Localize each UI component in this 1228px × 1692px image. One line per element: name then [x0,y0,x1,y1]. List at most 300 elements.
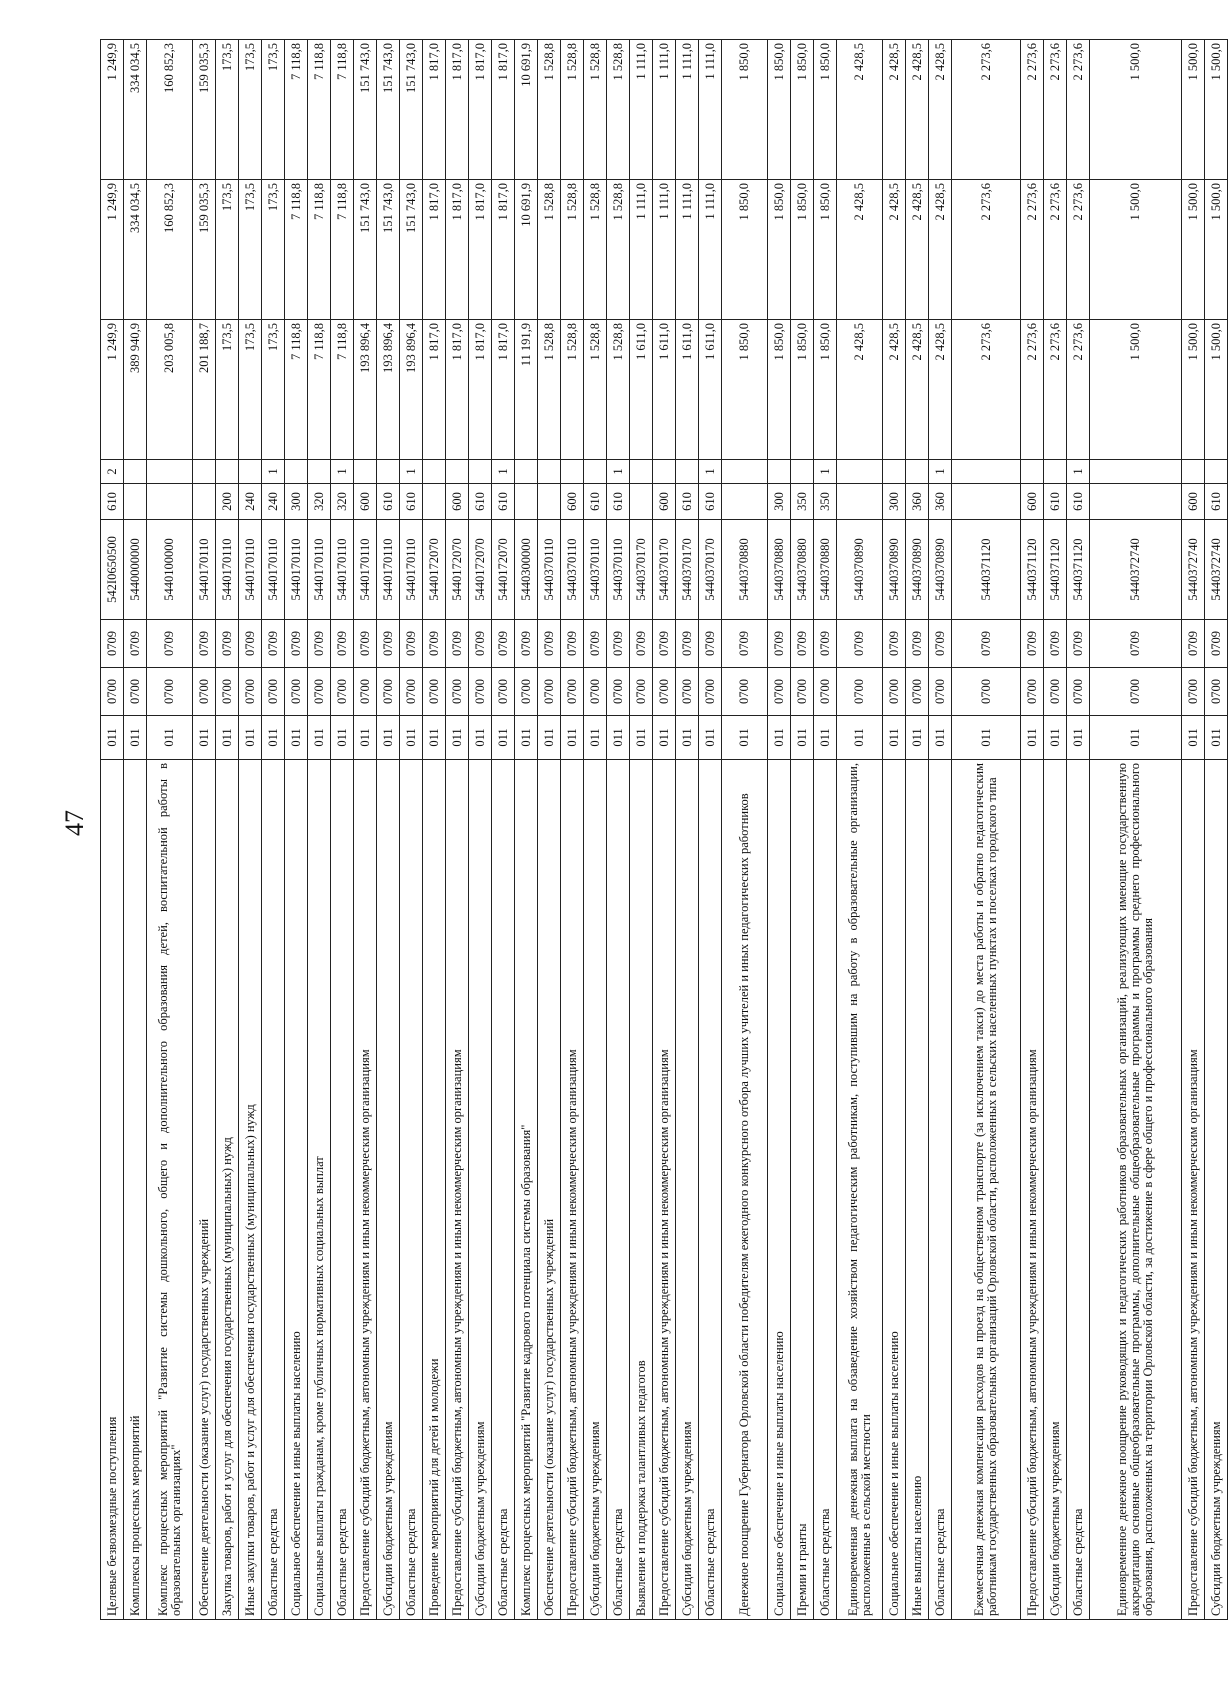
row-name: Областные средства [814,760,837,1620]
subsection-code: 0709 [124,620,147,668]
amount-year-3: 2 428,5 [837,40,883,180]
funding-source-code [1182,460,1205,484]
row-name: Обеспечение деятельности (оказание услуг) государственных учреждений [538,760,561,1620]
amount-year-3: 1 500,0 [1090,40,1182,180]
funding-source-code [354,460,377,484]
row-name: Областные средства [699,760,722,1620]
funding-source-code: 1 [331,460,354,484]
amount-year-2: 173,5 [216,180,239,320]
amount-year-2: 1 111,0 [653,180,676,320]
amount-year-1: 173,5 [216,320,239,460]
subsection-code: 0709 [699,620,722,668]
amount-year-1: 203 005,8 [147,320,193,460]
table-row [791,40,814,1620]
funding-source-code [216,460,239,484]
amount-year-1: 1 528,8 [538,320,561,460]
table-row [331,40,354,1620]
budget-table [100,39,1228,1620]
section-code: 0700 [1205,668,1228,716]
section-code: 0700 [607,668,630,716]
row-name: Субсидии бюджетным учреждениям [469,760,492,1620]
amount-year-2: 151 743,0 [400,180,423,320]
table-row [607,40,630,1620]
target-article-code: 5440370170 [630,520,653,620]
expense-type-code: 610 [607,484,630,520]
amount-year-1: 1 528,8 [607,320,630,460]
amount-year-3: 1 850,0 [791,40,814,180]
amount-year-3: 1 528,8 [607,40,630,180]
amount-year-2: 1 528,8 [538,180,561,320]
amount-year-3: 1 111,0 [653,40,676,180]
expense-type-code: 610 [1067,484,1090,520]
target-article-code: 5440371120 [1044,520,1067,620]
amount-year-2: 2 428,5 [837,180,883,320]
ministry-code: 011 [1021,716,1044,760]
expense-type-code [193,484,216,520]
amount-year-1: 7 118,8 [285,320,308,460]
amount-year-1: 7 118,8 [331,320,354,460]
subsection-code: 0709 [791,620,814,668]
amount-year-2: 1 111,0 [699,180,722,320]
subsection-code: 0709 [423,620,446,668]
expense-type-code: 300 [285,484,308,520]
amount-year-2: 7 118,8 [285,180,308,320]
section-code: 0700 [538,668,561,716]
amount-year-1: 1 850,0 [791,320,814,460]
amount-year-3: 1 528,8 [538,40,561,180]
target-article-code: 5440172070 [446,520,469,620]
ministry-code: 011 [791,716,814,760]
amount-year-1: 1 500,0 [1090,320,1182,460]
subsection-code: 0709 [538,620,561,668]
section-code: 0700 [101,668,124,716]
target-article-code: 5440370110 [561,520,584,620]
amount-year-3: 2 428,5 [906,40,929,180]
section-code: 0700 [446,668,469,716]
subsection-code: 0709 [607,620,630,668]
ministry-code: 011 [101,716,124,760]
amount-year-2: 1 850,0 [814,180,837,320]
target-article-code: 5440370890 [837,520,883,620]
amount-year-2: 151 743,0 [377,180,400,320]
amount-year-3: 173,5 [262,40,285,180]
target-article-code: 5440170110 [193,520,216,620]
amount-year-1: 1 528,8 [584,320,607,460]
amount-year-3: 7 118,8 [308,40,331,180]
table-row [285,40,308,1620]
amount-year-2: 1 500,0 [1182,180,1205,320]
ministry-code: 011 [837,716,883,760]
table-row [354,40,377,1620]
amount-year-1: 389 940,9 [124,320,147,460]
expense-type-code: 320 [308,484,331,520]
expense-type-code: 610 [584,484,607,520]
amount-year-1: 1 611,0 [699,320,722,460]
funding-source-code [308,460,331,484]
expense-type-code: 240 [239,484,262,520]
target-article-code: 5440170110 [262,520,285,620]
expense-type-code: 600 [354,484,377,520]
section-code: 0700 [699,668,722,716]
amount-year-1: 193 896,4 [400,320,423,460]
amount-year-2: 1 850,0 [791,180,814,320]
row-name: Субсидии бюджетным учреждениям [1205,760,1228,1620]
amount-year-2: 1 528,8 [584,180,607,320]
row-name: Субсидии бюджетным учреждениям [377,760,400,1620]
funding-source-code: 1 [699,460,722,484]
ministry-code: 011 [193,716,216,760]
table-row [1182,40,1205,1620]
subsection-code: 0709 [308,620,331,668]
subsection-code: 0709 [1067,620,1090,668]
table-row [699,40,722,1620]
row-name: Предоставление субсидий бюджетным, автономным учреждениям и иным некоммерческим организациям [653,760,676,1620]
expense-type-code [147,484,193,520]
amount-year-1: 193 896,4 [354,320,377,460]
ministry-code: 011 [952,716,1021,760]
row-name: Предоставление субсидий бюджетным, автономным учреждениям и иным некоммерческим организациям [354,760,377,1620]
section-code: 0700 [814,668,837,716]
funding-source-code [768,460,791,484]
ministry-code: 011 [262,716,285,760]
target-article-code: 5440100000 [147,520,193,620]
target-article-code: 5440370880 [791,520,814,620]
amount-year-2: 2 428,5 [929,180,952,320]
amount-year-1: 7 118,8 [308,320,331,460]
amount-year-2: 151 743,0 [354,180,377,320]
amount-year-2: 1 817,0 [446,180,469,320]
funding-source-code [1021,460,1044,484]
amount-year-3: 334 034,5 [124,40,147,180]
funding-source-code [630,460,653,484]
amount-year-3: 151 743,0 [354,40,377,180]
amount-year-2: 1 111,0 [630,180,653,320]
table-row [676,40,699,1620]
amount-year-3: 151 743,0 [400,40,423,180]
row-name: Областные средства [331,760,354,1620]
table-row [216,40,239,1620]
target-article-code: 5440172070 [469,520,492,620]
amount-year-1: 1 611,0 [653,320,676,460]
ministry-code: 011 [423,716,446,760]
expense-type-code: 610 [699,484,722,520]
subsection-code: 0709 [906,620,929,668]
subsection-code: 0709 [193,620,216,668]
table-row [492,40,515,1620]
expense-type-code [630,484,653,520]
subsection-code: 0709 [1044,620,1067,668]
amount-year-2: 2 273,6 [952,180,1021,320]
expense-type-code [952,484,1021,520]
amount-year-1: 1 817,0 [423,320,446,460]
ministry-code: 011 [446,716,469,760]
amount-year-1: 1 500,0 [1205,320,1228,460]
row-name: Субсидии бюджетным учреждениям [676,760,699,1620]
amount-year-2: 2 273,6 [1067,180,1090,320]
amount-year-2: 1 249,9 [101,180,124,320]
amount-year-1: 2 273,6 [1044,320,1067,460]
ministry-code: 011 [1067,716,1090,760]
amount-year-1: 2 428,5 [837,320,883,460]
row-name: Единовременная денежная выплата на обзаведение хозяйством педагогическим работникам, поступившим на работу в образовательные организации, расположенные в сельской местности [837,760,883,1620]
row-name: Единовременное денежное поощрение руководящих и педагогических работников образовательных организаций, реализующих имеющие государственную аккредитацию основные общеобразовательные программы, дополнительные общеобразовательные программы и программы среднего профессионального образования, расположенных на территории Орловской области, за достижение в сфере общего и профессионального образования [1090,760,1182,1620]
table-row [929,40,952,1620]
funding-source-code [791,460,814,484]
section-code: 0700 [308,668,331,716]
funding-source-code [561,460,584,484]
amount-year-1: 1 817,0 [492,320,515,460]
table-row [538,40,561,1620]
amount-year-3: 160 852,3 [147,40,193,180]
subsection-code: 0709 [1021,620,1044,668]
subsection-code: 0709 [837,620,883,668]
amount-year-2: 2 428,5 [906,180,929,320]
row-name: Ежемесячная денежная компенсация расходов на проезд на общественном транспорте (за исключением такси) до места работы и обратно педагогическим работникам государственных образовательных организаций Орловской области, расположенных в сельских населенных пунктах и поселках городского типа [952,760,1021,1620]
subsection-code: 0709 [285,620,308,668]
amount-year-1: 1 249,9 [101,320,124,460]
section-code: 0700 [193,668,216,716]
target-article-code: 5440370890 [906,520,929,620]
section-code: 0700 [377,668,400,716]
expense-type-code [515,484,538,520]
expense-type-code: 610 [676,484,699,520]
target-article-code: 5440172070 [423,520,446,620]
expense-type-code: 350 [814,484,837,520]
amount-year-1: 173,5 [262,320,285,460]
row-name: Областные средства [929,760,952,1620]
subsection-code: 0709 [676,620,699,668]
section-code: 0700 [515,668,538,716]
amount-year-1: 1 850,0 [814,320,837,460]
amount-year-2: 1 528,8 [607,180,630,320]
row-name: Комплекс процессных мероприятий "Развитие кадрового потенциала системы образования" [515,760,538,1620]
expense-type-code: 300 [768,484,791,520]
ministry-code: 011 [285,716,308,760]
subsection-code: 0709 [630,620,653,668]
table-row [193,40,216,1620]
amount-year-2: 2 273,6 [1044,180,1067,320]
amount-year-2: 1 500,0 [1090,180,1182,320]
expense-type-code: 600 [1021,484,1044,520]
amount-year-3: 151 743,0 [377,40,400,180]
amount-year-2: 173,5 [262,180,285,320]
target-article-code: 5440370890 [929,520,952,620]
subsection-code: 0709 [469,620,492,668]
expense-type-code: 360 [929,484,952,520]
section-code: 0700 [561,668,584,716]
funding-source-code: 1 [814,460,837,484]
funding-source-code: 1 [492,460,515,484]
target-article-code: 5440370880 [814,520,837,620]
subsection-code: 0709 [262,620,285,668]
section-code: 0700 [768,668,791,716]
subsection-code: 0709 [814,620,837,668]
section-code: 0700 [676,668,699,716]
target-article-code: 5440170110 [216,520,239,620]
amount-year-3: 7 118,8 [331,40,354,180]
funding-source-code [285,460,308,484]
row-name: Обеспечение деятельности (оказание услуг) государственных учреждений [193,760,216,1620]
amount-year-3: 173,5 [239,40,262,180]
ministry-code: 011 [1205,716,1228,760]
amount-year-1: 1 611,0 [676,320,699,460]
amount-year-3: 2 273,6 [952,40,1021,180]
amount-year-3: 1 249,9 [101,40,124,180]
row-name: Областные средства [262,760,285,1620]
table-row [561,40,584,1620]
table-row [883,40,906,1620]
table-row [722,40,768,1620]
section-code: 0700 [630,668,653,716]
amount-year-1: 1 817,0 [446,320,469,460]
funding-source-code [1205,460,1228,484]
target-article-code: 5440370890 [883,520,906,620]
table-row [377,40,400,1620]
ministry-code: 011 [630,716,653,760]
section-code: 0700 [952,668,1021,716]
row-name: Выявление и поддержка талантливых педагогов [630,760,653,1620]
target-article-code: 542I0650500 [101,520,124,620]
subsection-code: 0709 [1090,620,1182,668]
target-article-code: 5440370880 [722,520,768,620]
budget-table-body [101,40,1228,1620]
ministry-code: 011 [492,716,515,760]
expense-type-code: 610 [492,484,515,520]
amount-year-2: 2 428,5 [883,180,906,320]
target-article-code: 5440371120 [952,520,1021,620]
table-row [952,40,1021,1620]
expense-type-code: 610 [1205,484,1228,520]
target-article-code: 5440370110 [607,520,630,620]
table-row [308,40,331,1620]
row-name: Предоставление субсидий бюджетным, автономным учреждениям и иным некоммерческим организациям [446,760,469,1620]
subsection-code: 0709 [492,620,515,668]
section-code: 0700 [285,668,308,716]
subsection-code: 0709 [446,620,469,668]
target-article-code: 5440170110 [285,520,308,620]
target-article-code: 5440170110 [377,520,400,620]
expense-type-code [1090,484,1182,520]
row-name: Предоставление субсидий бюджетным, автономным учреждениям и иным некоммерческим организациям [1021,760,1044,1620]
row-name: Областные средства [400,760,423,1620]
table-row [239,40,262,1620]
ministry-code: 011 [469,716,492,760]
amount-year-1: 1 850,0 [768,320,791,460]
row-name: Иные выплаты населению [906,760,929,1620]
ministry-code: 011 [929,716,952,760]
section-code: 0700 [331,668,354,716]
target-article-code: 5440371120 [1067,520,1090,620]
table-row [147,40,193,1620]
amount-year-3: 2 428,5 [929,40,952,180]
table-row [101,40,124,1620]
table-row [1090,40,1182,1620]
amount-year-2: 2 273,6 [1021,180,1044,320]
row-name: Проведение мероприятий для детей и молодежи [423,760,446,1620]
amount-year-3: 1 111,0 [630,40,653,180]
section-code: 0700 [1090,668,1182,716]
amount-year-3: 2 273,6 [1067,40,1090,180]
amount-year-2: 7 118,8 [331,180,354,320]
row-name: Закупка товаров, работ и услуг для обеспечения государственных (муниципальных) нужд [216,760,239,1620]
table-row [124,40,147,1620]
funding-source-code [1090,460,1182,484]
ministry-code: 011 [653,716,676,760]
amount-year-3: 10 691,9 [515,40,538,180]
ministry-code: 011 [607,716,630,760]
funding-source-code: 1 [400,460,423,484]
amount-year-1: 2 428,5 [883,320,906,460]
amount-year-1: 1 850,0 [722,320,768,460]
expense-type-code: 600 [446,484,469,520]
amount-year-3: 159 035,3 [193,40,216,180]
amount-year-3: 1 817,0 [469,40,492,180]
section-code: 0700 [1021,668,1044,716]
row-name: Иные закупки товаров, работ и услуг для обеспечения государственных (муниципальных) нужд [239,760,262,1620]
amount-year-2: 334 034,5 [124,180,147,320]
amount-year-3: 1 111,0 [699,40,722,180]
ministry-code: 011 [239,716,262,760]
funding-source-code [377,460,400,484]
section-code: 0700 [469,668,492,716]
subsection-code: 0709 [400,620,423,668]
funding-source-code [193,460,216,484]
table-row [423,40,446,1620]
row-name: Областные средства [607,760,630,1620]
funding-source-code [722,460,768,484]
target-article-code: 5440370110 [584,520,607,620]
row-name: Премии и гранты [791,760,814,1620]
funding-source-code [906,460,929,484]
target-article-code: 5440371120 [1021,520,1044,620]
amount-year-3: 1 850,0 [814,40,837,180]
target-article-code: 5440000000 [124,520,147,620]
funding-source-code: 1 [929,460,952,484]
expense-type-code: 600 [653,484,676,520]
subsection-code: 0709 [561,620,584,668]
row-name: Областные средства [1067,760,1090,1620]
amount-year-1: 2 273,6 [1067,320,1090,460]
table-row [653,40,676,1620]
ministry-code: 011 [538,716,561,760]
section-code: 0700 [147,668,193,716]
subsection-code: 0709 [1205,620,1228,668]
amount-year-1: 1 500,0 [1182,320,1205,460]
amount-year-3: 1 850,0 [768,40,791,180]
amount-year-2: 1 528,8 [561,180,584,320]
funding-source-code [653,460,676,484]
target-article-code: 5440170110 [354,520,377,620]
amount-year-2: 1 111,0 [676,180,699,320]
expense-type-code [124,484,147,520]
expense-type-code: 350 [791,484,814,520]
row-name: Целевые безвозмездные поступления [101,760,124,1620]
subsection-code: 0709 [354,620,377,668]
target-article-code: 5440300000 [515,520,538,620]
section-code: 0700 [1067,668,1090,716]
target-article-code: 5440170110 [239,520,262,620]
funding-source-code: 1 [607,460,630,484]
funding-source-code [147,460,193,484]
subsection-code: 0709 [101,620,124,668]
table-row [446,40,469,1620]
row-name: Социальное обеспечение и иные выплаты населению [883,760,906,1620]
table-row [469,40,492,1620]
target-article-code: 5440370880 [768,520,791,620]
expense-type-code: 610 [400,484,423,520]
expense-type-code: 300 [883,484,906,520]
subsection-code: 0709 [1182,620,1205,668]
